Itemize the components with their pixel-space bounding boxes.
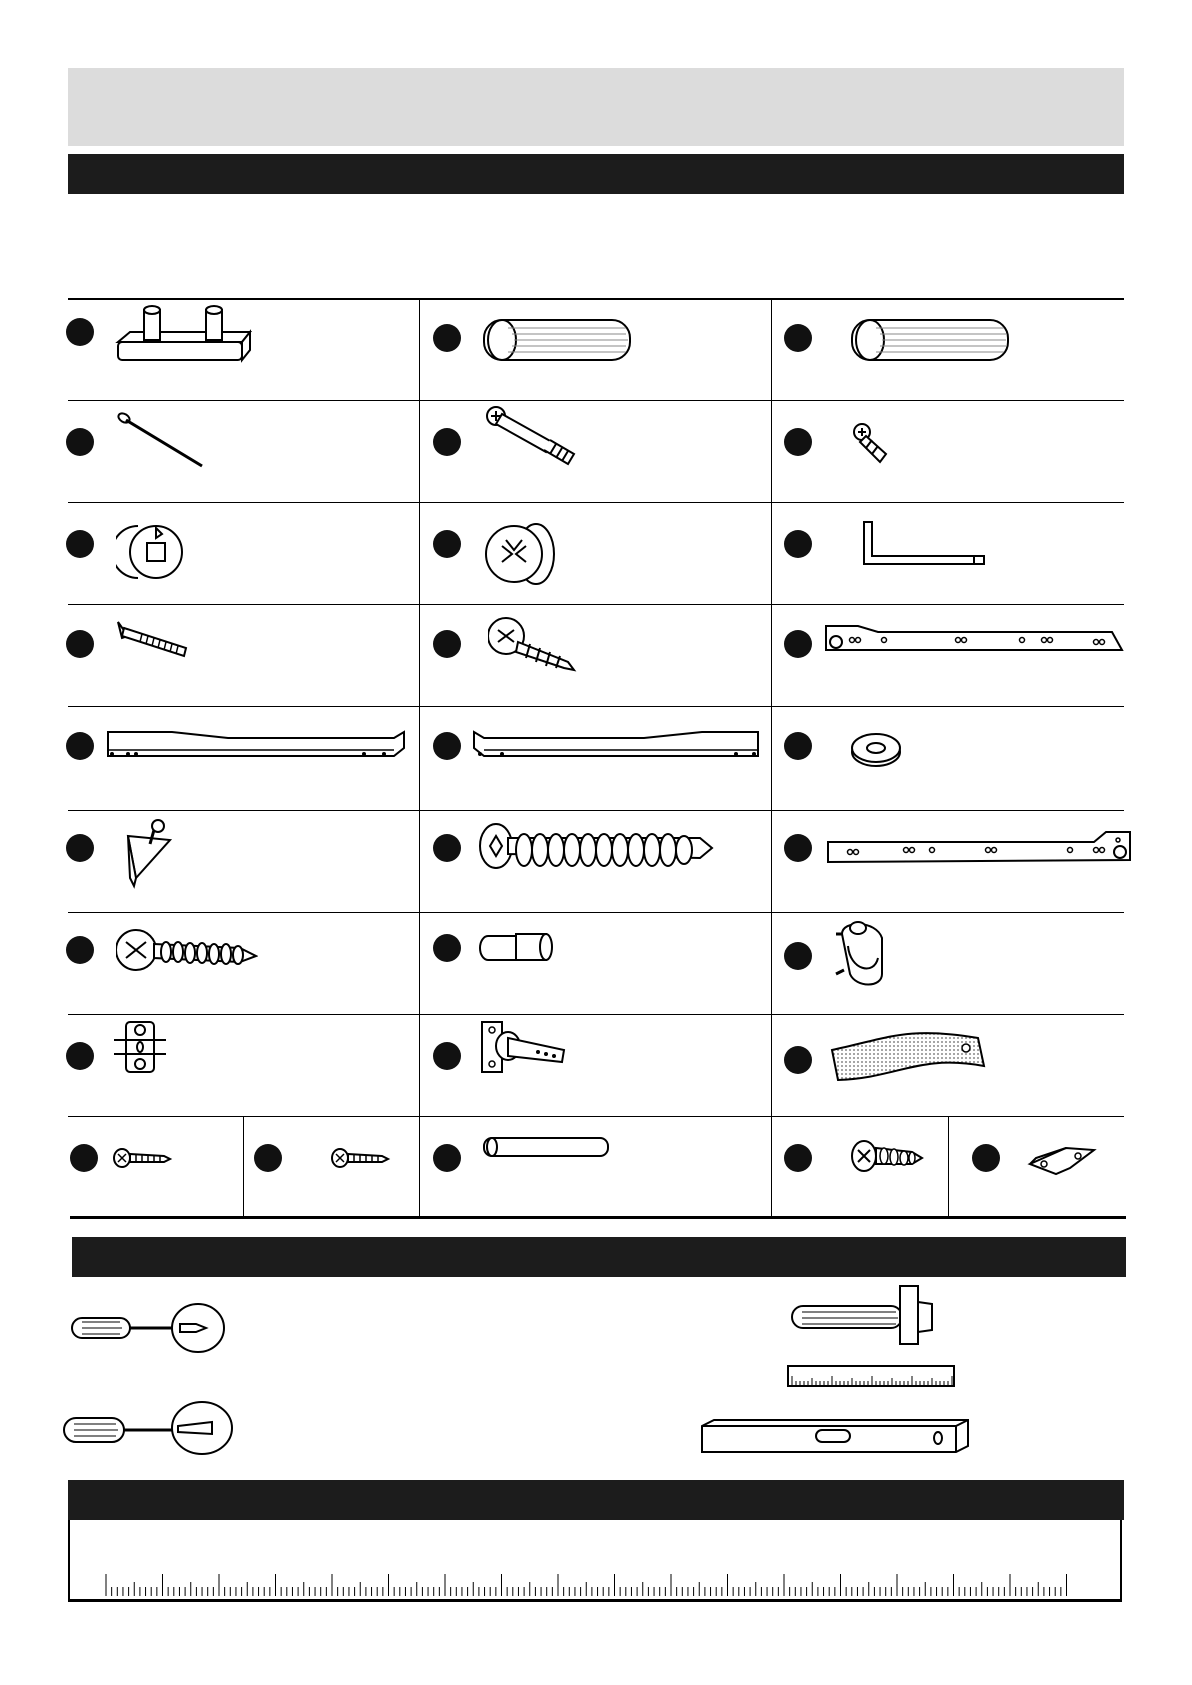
part-marker	[972, 1144, 1000, 1172]
grid-row-line	[68, 502, 1124, 503]
spirit-level-icon	[698, 1418, 972, 1454]
part-marker	[784, 1046, 812, 1074]
part-marker	[433, 1042, 461, 1070]
part-marker	[784, 630, 812, 658]
drawer-runner-right-icon	[822, 622, 1130, 658]
small-wood-dowel-icon	[848, 316, 1014, 366]
part-marker	[433, 324, 461, 352]
part-marker	[433, 834, 461, 862]
part-marker	[66, 530, 94, 558]
long-wood-screw-icon	[116, 926, 258, 974]
part-marker	[784, 732, 812, 760]
small-screw-b-icon	[330, 1146, 392, 1170]
wall-strap-icon	[828, 1028, 988, 1084]
part-marker	[784, 834, 812, 862]
scale-section-header-bar	[68, 1480, 1124, 1520]
part-marker	[433, 1144, 461, 1172]
phillips-screwdriver-icon	[70, 1296, 230, 1358]
grid-col-line	[419, 298, 420, 1216]
part-marker	[784, 324, 812, 352]
part-marker	[66, 1042, 94, 1070]
part-marker	[70, 1144, 98, 1172]
title-band	[68, 68, 1124, 146]
long-confirmat-screw-icon	[478, 820, 718, 872]
grid-bottom-line	[70, 1216, 1126, 1219]
large-wood-dowel-icon	[478, 316, 638, 366]
short-screw-icon	[852, 422, 902, 466]
shelf-pin-icon	[476, 926, 556, 966]
part-marker	[433, 934, 461, 962]
part-marker	[66, 630, 94, 658]
parts-section-header-bar	[68, 154, 1124, 194]
grid-top-line	[68, 298, 1124, 300]
measuring-scale-icon	[100, 1572, 1074, 1598]
short-wood-screw-icon	[850, 1138, 926, 1174]
drawer-rail-right-icon	[468, 726, 766, 760]
grid-col-line	[948, 1116, 949, 1216]
cam-bolt-icon	[484, 404, 584, 470]
grid-row-line	[68, 912, 1124, 913]
cam-lock-nut-icon	[482, 516, 562, 590]
part-marker	[433, 732, 461, 760]
part-marker	[433, 530, 461, 558]
part-marker	[433, 428, 461, 456]
part-marker	[66, 936, 94, 964]
grid-row-line	[68, 810, 1124, 811]
part-marker	[784, 942, 812, 970]
grid-row-line	[68, 1014, 1124, 1015]
grid-col-line	[771, 298, 772, 1216]
hinge-plate-icon	[110, 1018, 170, 1076]
allen-key-icon	[860, 518, 992, 568]
part-marker	[66, 732, 94, 760]
rail-support-icon	[832, 914, 896, 992]
grid-row-line	[68, 400, 1124, 401]
part-marker	[433, 630, 461, 658]
shelf-support-peg-icon	[110, 304, 260, 366]
grid-row-line	[68, 706, 1124, 707]
cam-lock-icon	[116, 520, 196, 584]
hanging-rail-icon	[480, 1134, 612, 1160]
hammer-icon	[788, 1282, 938, 1348]
wood-screw-icon	[488, 612, 580, 672]
part-marker	[66, 834, 94, 862]
wall-bracket-icon	[122, 814, 180, 890]
part-marker	[784, 1144, 812, 1172]
drawer-runner-left-icon	[824, 828, 1134, 868]
part-marker	[66, 318, 94, 346]
ruler-icon	[786, 1364, 958, 1390]
part-marker	[254, 1144, 282, 1172]
part-marker	[784, 530, 812, 558]
nail-icon	[114, 410, 208, 470]
long-bolt-icon	[114, 618, 190, 658]
drawer-rail-left-icon	[102, 726, 408, 760]
part-marker	[66, 428, 94, 456]
flat-screwdriver-icon	[62, 1398, 234, 1464]
grid-row-line	[68, 1116, 1124, 1117]
grid-col-line	[243, 1116, 244, 1216]
washer-icon	[848, 730, 904, 770]
small-screw-a-icon	[112, 1146, 174, 1170]
corner-bracket-icon	[1026, 1140, 1100, 1178]
hinge-icon	[478, 1018, 570, 1078]
part-marker	[784, 428, 812, 456]
grid-row-line	[68, 604, 1124, 605]
tools-section-header-bar	[72, 1237, 1126, 1277]
